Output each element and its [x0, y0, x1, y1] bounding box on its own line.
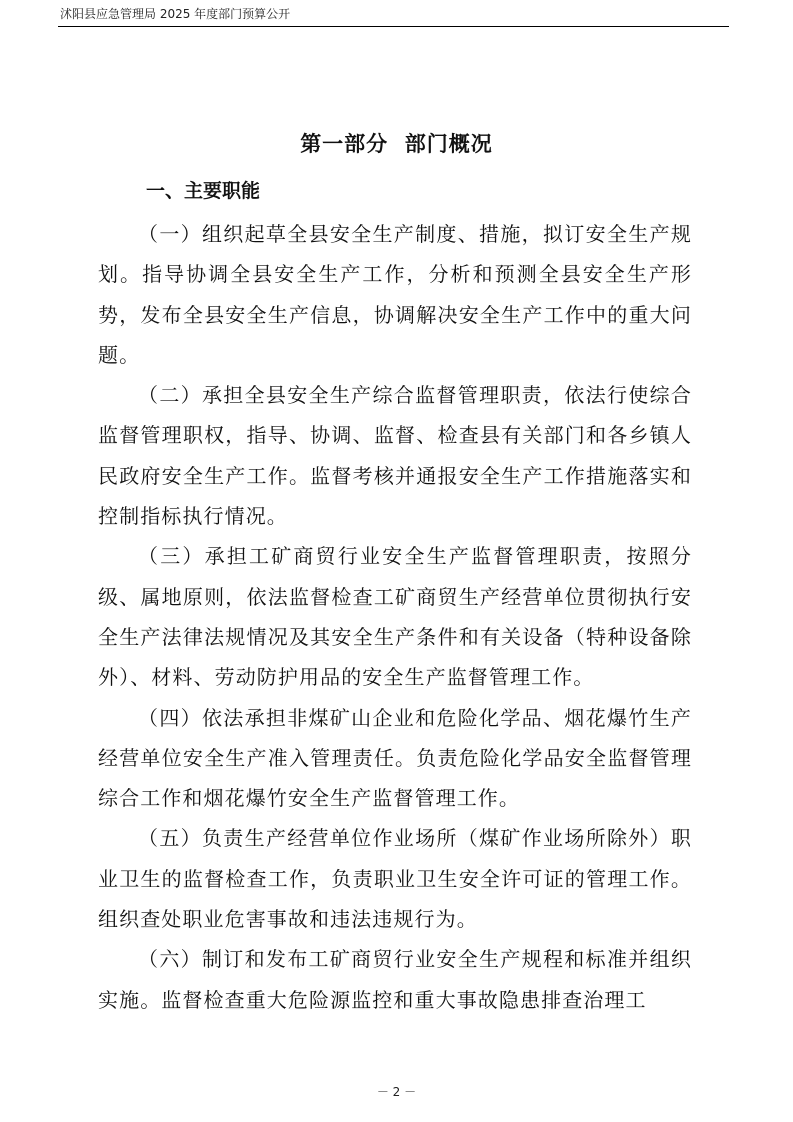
section-heading: 一、主要职能	[146, 180, 261, 202]
paragraph-2: （二）承担全县安全生产综合监督管理职责，依法行使综合监督管理职权，指导、协调、监督、检查县有关部门和各乡镇人民政府安全生产工作。监督考核并通报安全生产工作措施落实和控制指标执行情况。	[98, 383, 692, 529]
page-number: － 2 －	[376, 1085, 417, 1099]
paragraph-1: （一）组织起草全县安全生产制度、措施，拟订安全生产规划。指导协调全县安全生产工作，分析和预测全县安全生产形势，发布全县安全生产信息，协调解决安全生产工作中的重大问题。	[98, 222, 692, 367]
body-text	[98, 214, 692, 1020]
running-header: 沭阳县应急管理局 2025 年度部门预算公开	[60, 7, 291, 21]
paragraph-5: （五）负责生产经营单位作业场所（煤矿作业场所除外）职业卫生的监督检查工作，负责职业卫生安全许可证的管理工作。组织查处职业危害事故和违法违规行为。	[98, 826, 692, 932]
header-rule	[58, 26, 729, 27]
page-title: 第一部分 部门概况	[300, 132, 493, 156]
paragraph-3: （三）承担工矿商贸行业安全生产监督管理职责，按照分级、属地原则，依法监督检查工矿商贸生产经营单位贯彻执行安全生产法律法规情况及其安全生产条件和有关设备（特种设备除外）、材料、劳动防护用品的安全生产监督管理工作。	[98, 544, 692, 690]
paragraph-6: （六）制订和发布工矿商贸行业安全生产规程和标准并组织实施。监督检查重大危险源监控和重大事故隐患排查治理工	[98, 947, 692, 1012]
paragraph-4: （四）依法承担非煤矿山企业和危险化学品、烟花爆竹生产经营单位安全生产准入管理责任。负责危险化学品安全监督管理综合工作和烟花爆竹安全生产监督管理工作。	[98, 705, 692, 811]
